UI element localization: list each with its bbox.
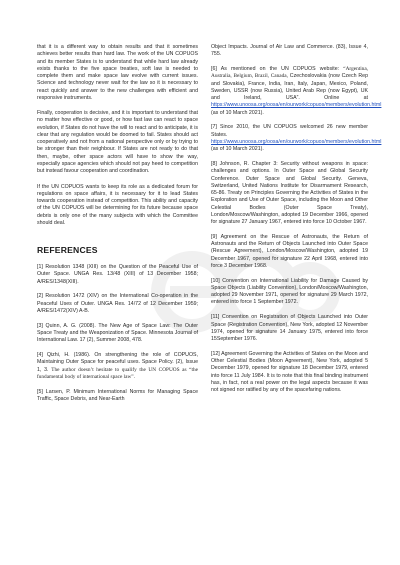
reference-item: Object Impacts. Journal of Air Law and Commerce. (83), Issue 4, 755.: [211, 44, 368, 58]
reference-item: [1] Resolution 1348 (XIII) on the Question of the Peaceful Use of Outer Space. UNGA Res. 13/48 (XIII) of 13 December 1958; A/RES/1348(XIII).: [37, 264, 198, 285]
body-paragraph: that it is a different way to obtain results and that it sometimes achieves better results than hard law. The work of the UN COPUOS and its member States is to understand that while hard law already exists thanks to the five space treaties, soft law is needed to complete them and make space law evolve with current issues. Science and technology never wait for the law so it is necessary to react quickly and answer to the new challenges with efficient and responsive instruments.: [37, 44, 198, 101]
reference-link[interactable]: https://www.unoosa.org/oosa/en/ourwork/copuos/members/evolution.html: [211, 102, 382, 109]
reference-item: [6] As mentioned on the UN COPUOS website: “Argentina, Australia, Belgium, Brazil, Canada, Czechoslovakia (now Czech Rep and Slovakia), France, India, Iran, Italy, Japan, Mexico, Poland, Sweden, USSR (now Russia), United Arab Rep (now Egypt), UK and Ireland, USA”. Online at https://www.unoosa.org/oosa/en/ourwork/copuos/members/evolution.html (as of 10 March 2021).: [211, 66, 382, 116]
reference-item: [4] Qizhi, H. (1986). On strengthening the role of COPUOS, Maintaining Outer Space for peaceful uses. Space Policy. (2), Issue 1, 3. The author doesn’t hesitate to qualify the UN COPUOS as “the fundamental body of international space law”.: [37, 352, 198, 380]
left-column: [37, 44, 198, 411]
reference-item: [8] Johnson, R. Chapter 3: Security without weapons in space: challenges and options. In Outer Space and Global Security Conference. Outer Space and Global Security. Geneva, Switzerland, United Nations Institute for Disarmament Research, 65-86. Treaty on Principles Governing the Activities of States in the Exploration and Use of Outer Space, including the Moon and Other Celestial Bodies (Outer Space Treaty), London/Moscow/Washington, adopted 19 December 1966, opened for signature 27 January 1967, entered into force 10 October 1967.: [211, 161, 368, 226]
reference-item: [3] Quinn, A. G. (2008). The New Age of Space Law: The Outer Space Treaty and the Weaponization of Space. Minnesota Journal of International Law. 17 (2), Summer 2008, 478.: [37, 322, 198, 344]
reference-item: [2] Resolution 1472 (XIV) on the International Co-operation in the Peaceful Uses of Outer. UNGA Res. 14/72 of 12 December 1959; A/RES/1472(XIV) A-B.: [37, 293, 198, 314]
reference-item: [10] Convention on International Liability for Damage Caused by Space Objects (Liability Convention), London/Moscow/Washington, adopted 29 November 1971, opened for signature 29 March 1972, entered into force 1 September 1972.: [211, 277, 368, 306]
reference-item: [11] Convention on Registration of Objects Launched into Outer Space (Registration Convention), New York, adopted 12 November 1974, opened for signature 14 January 1975, entered into force 15September 1976.: [211, 314, 368, 343]
right-column: [211, 44, 382, 402]
reference-item: [5] Larsen, P. Minimum International Norms for Managing Space Traffic, Space Debris, and Near-Earth: [37, 388, 198, 402]
reference-link[interactable]: https://www.unoosa.org/oosa/en/ourwork/copuos/members/evolution.html: [211, 138, 382, 145]
references-heading: REFERENCES: [37, 245, 98, 256]
reference-item: [9] Agreement on the Rescue of Astronauts, the Return of Astronauts and the Return of Objects Launched into Outer Space (Rescue Agreement), London/Moscow/Washington, adopted 19 December 1967, opened for signature 22 April 1968, entered into force 3 December 1968.: [211, 233, 368, 269]
reference-item: [12] Agreement Governing the Activities of States on the Moon and Other Celestial Bodies (Moon Agreement), New York, adopted 5 December 1979, opened for signature 18 December 1979, entered into force 11 July 1984. It is to note that this final binding instrument has, in fact, not a real power on the legal aspects because it was not signed nor ratified by any of the spacefaring nations.: [211, 350, 368, 394]
reference-item: [7] Since 2010, the UN COPUOS welcomed 26 new member States. https://www.unoosa.org/oosa/en/ourwork/copuos/members/evolution.html (as of 10 March 2021).: [211, 124, 382, 153]
body-paragraph: If the UN COPUOS wants to keep its role as a dedicated forum for regulations on space affairs, it is necessary for it to lead States towards cooperation instead of competition. This ability and capacity of the UN COPUOS will be determining for its future because space debris is only one of the many subjects with which the Committee should deal.: [37, 183, 198, 226]
body-paragraph: Finally, cooperation is decisive, and it is important to understand that no matter how effective or good, or how fast law can react to space evolution, if States do not have the will to react and to anticipate, it is clear that any regulation would be doomed to fail. States should act cooperatively and not from a national perspective only or by trying to be stronger than their neighbour. If States are not ready to do that then, maybe, other space actors will have to show the way, especially space agencies which should not pay heed to competition but instead favour cooperation and coordination.: [37, 110, 198, 175]
